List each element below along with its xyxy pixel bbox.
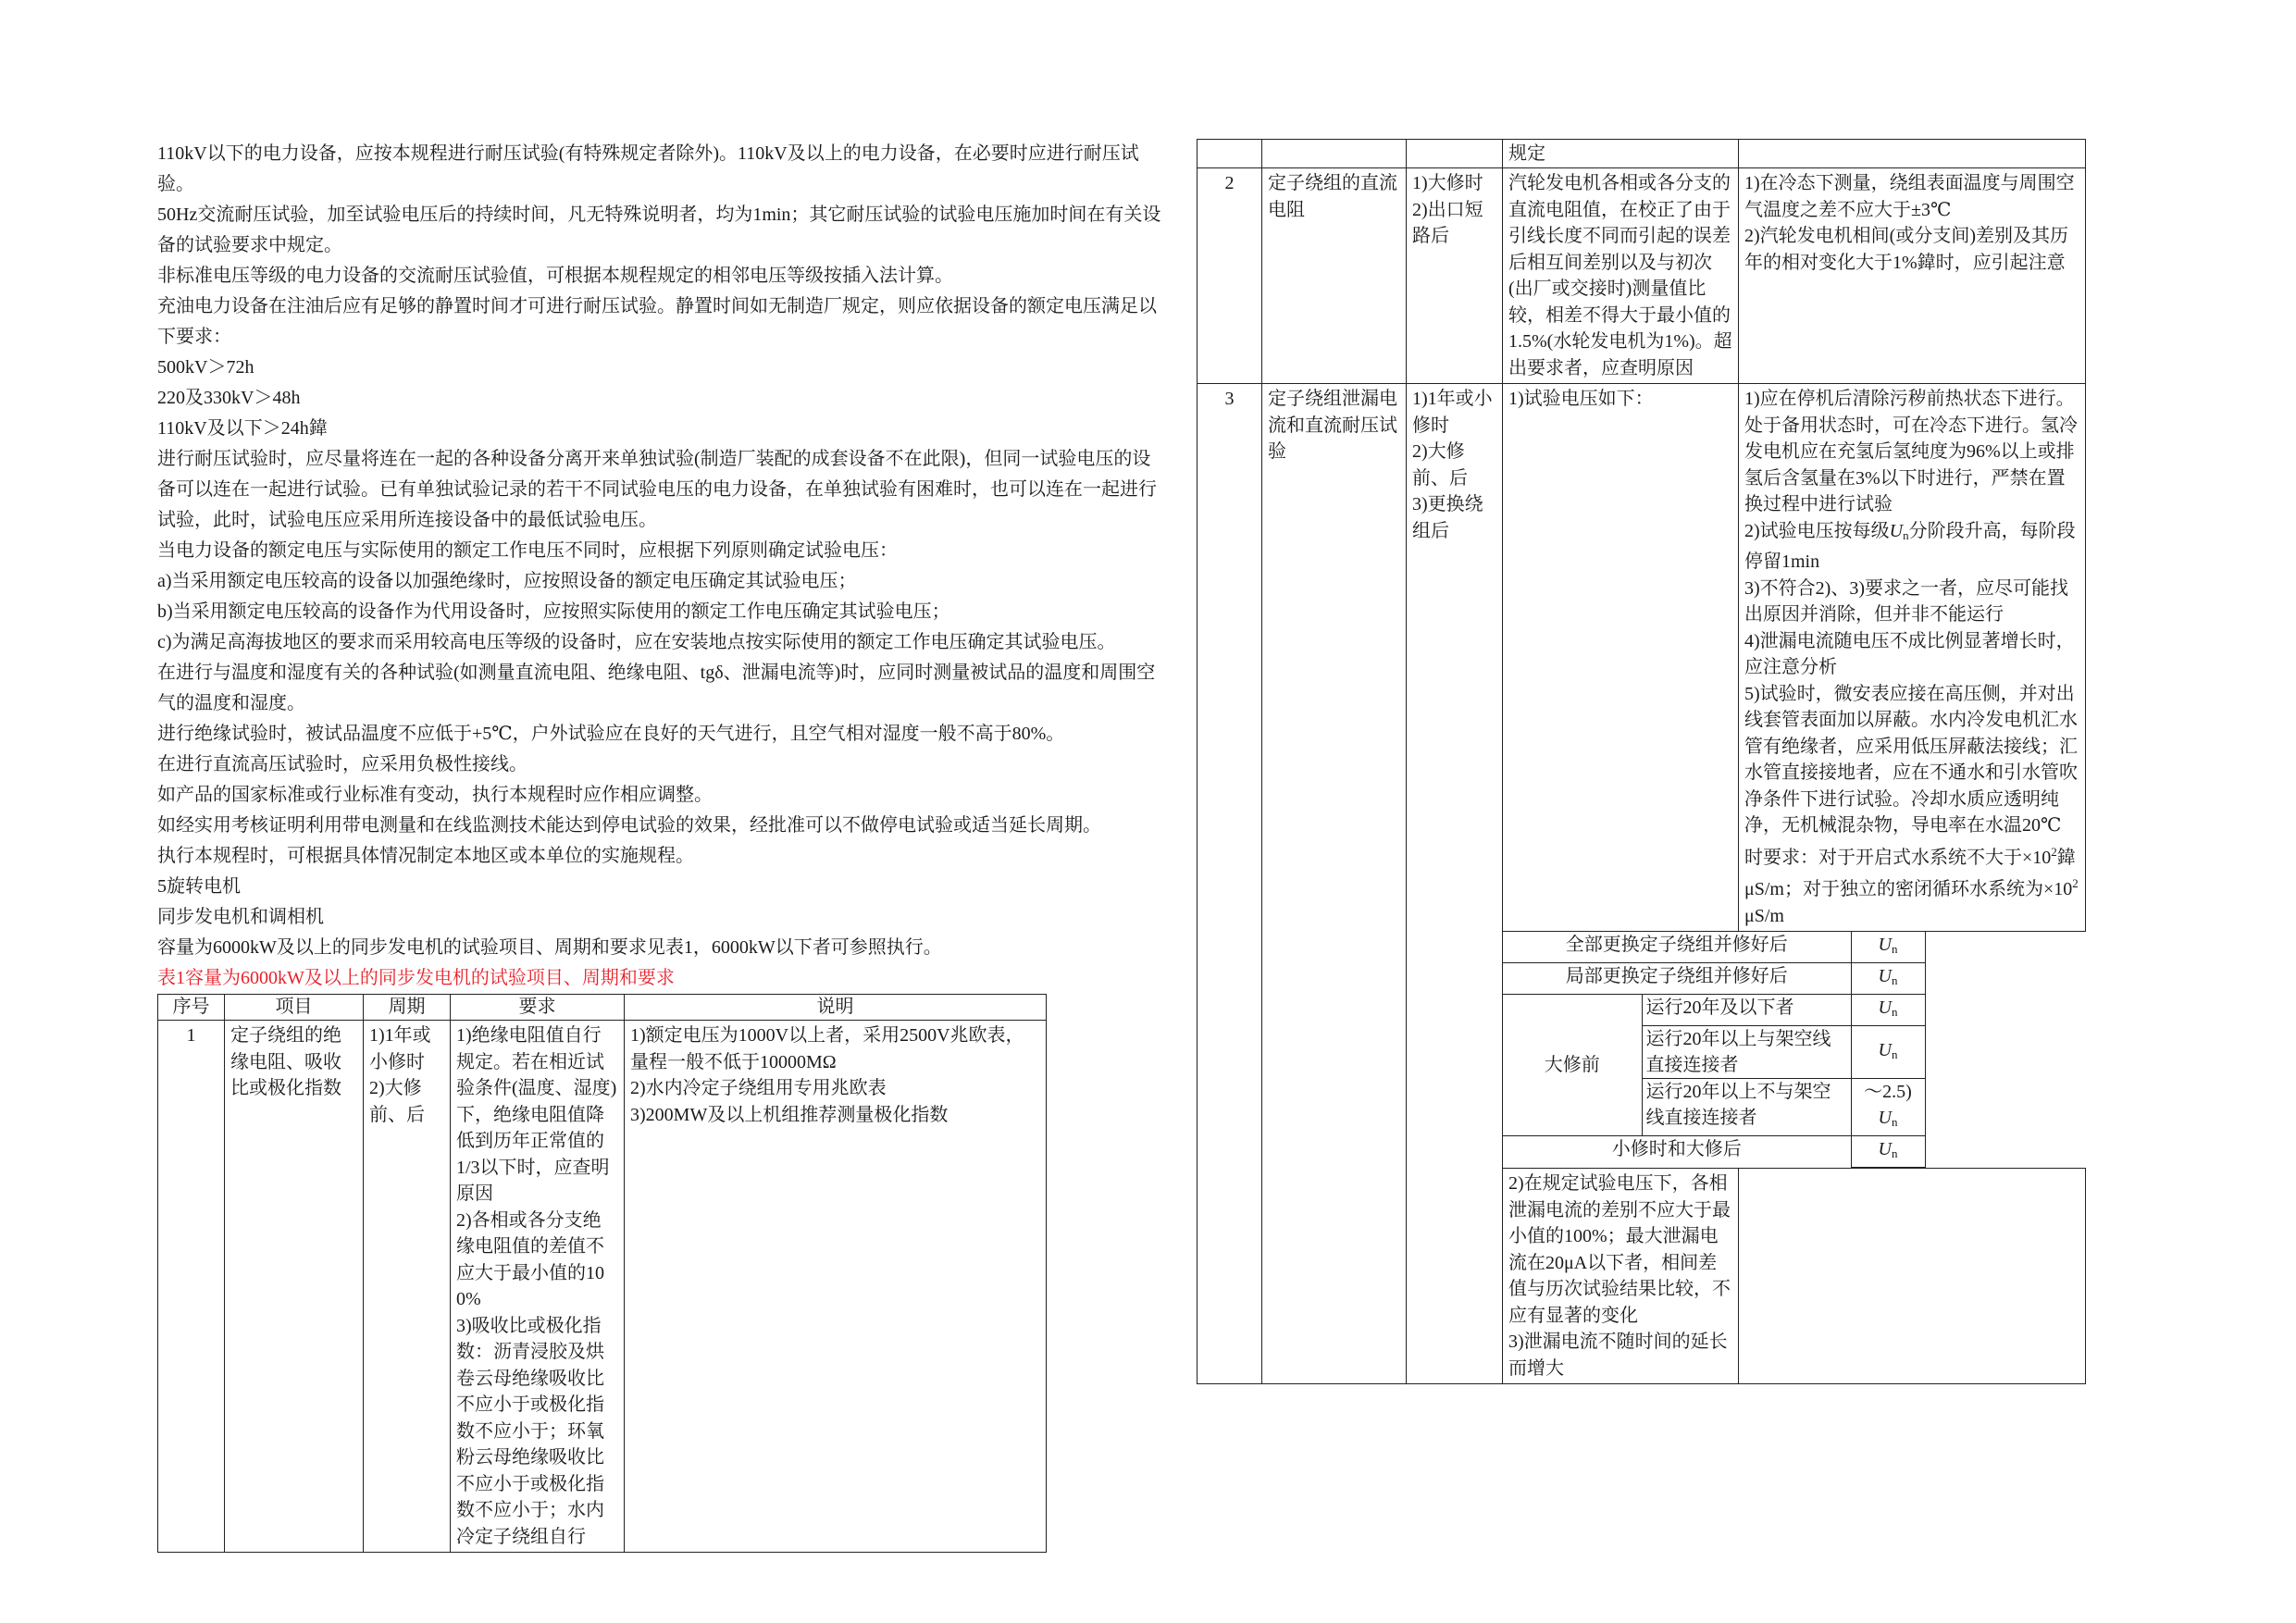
empty-cell xyxy=(1262,140,1407,168)
table-row xyxy=(1198,140,2086,168)
symbol-u: U xyxy=(1878,1039,1892,1060)
empty-cell xyxy=(1925,995,2086,1026)
note: 1)在冷态下测量，绕组表面温度与周围空气温度之差不应大于±3℃ 2)汽轮发电机相间(或分支间)差别及其历年的相对变化大于1%鍏时，应引起注意 xyxy=(1739,168,2086,384)
left-page xyxy=(157,139,1161,1553)
table-header-row xyxy=(158,995,1047,1021)
table-row xyxy=(158,1021,1047,1553)
empty-cell xyxy=(1925,1026,2086,1079)
row-number: 3 xyxy=(1198,384,1262,1384)
voltage-condition: 运行20年以上不与架空线直接连接者 xyxy=(1642,1079,1851,1136)
right-page xyxy=(1197,139,2085,1384)
voltage-value xyxy=(1851,963,1925,995)
voltage-condition: 小修时和大修后 xyxy=(1503,1136,1851,1168)
subsection-heading: 同步发电机和调相机 xyxy=(157,907,324,927)
empty-cell xyxy=(1925,963,2086,995)
voltage-condition: 全部更换定子绕组并修好后 xyxy=(1503,932,1851,963)
superscript: 2 xyxy=(2072,876,2079,890)
section-heading: 5旋转电机 xyxy=(157,876,241,897)
voltage-value xyxy=(1851,995,1925,1026)
test-item: 定子绕组的直流电阻 xyxy=(1262,168,1407,384)
header-cell: 说明 xyxy=(625,995,1047,1021)
requirement: 1)绝缘电阻值自行规定。若在相近试验条件(温度、湿度)下，绝缘电阻值降低到历年正常值的1/3以下时，应查明原因 2)各相或各分支绝缘电阻值的差值不应大于最小值的100% 3)吸收比或极化指数：沥青浸胶及烘卷云母绝缘吸收比不应小于或极化指数不应小于；环氧粉云母绝缘吸收比不应小于或极化指数不应小于；水内冷定子绕组自行 xyxy=(451,1021,625,1553)
symbol-u: U xyxy=(1878,935,1892,955)
table-caption: 表1容量为6000kW及以上的同步发电机的试验项目、周期和要求 xyxy=(157,968,675,988)
note-text: 2)试验电压按每级 xyxy=(1744,520,1890,541)
empty-cell xyxy=(1198,140,1262,168)
header-cell: 项目 xyxy=(225,995,364,1021)
test-period: 1)大修时 2)出口短路后 xyxy=(1407,168,1503,384)
symbol-u: U xyxy=(1889,520,1904,541)
test-period: 1)1年或小修时 2)大修前、后 xyxy=(364,1021,451,1553)
subscript: n xyxy=(1891,942,1898,956)
symbol-u: U xyxy=(1878,1108,1892,1128)
voltage-condition: 运行20年以上与架空线直接连接者 xyxy=(1642,1026,1851,1079)
voltage-value xyxy=(1851,1079,1925,1136)
paragraph: 220及330kV＞48h xyxy=(157,388,301,408)
subscript: n xyxy=(1903,527,1909,542)
paragraph: 50Hz交流耐压试验，加至试验电压后的持续时间，凡无特殊说明者，均为1min；其它耐压试验的试验电压施加时间在有关设备的试验要求中规定。 xyxy=(157,204,1161,255)
paragraph: 在进行直流高压试验时，应采用负极性接线。 xyxy=(157,754,527,774)
paragraph: 进行绝缘试验时，被试品温度不应低于+5℃，户外试验应在良好的天气进行，且空气相对湿度一般不高于80%。 xyxy=(157,724,1065,744)
requirement: 2)在规定试验电压下，各相泄漏电流的差别不应大于最小值的100%；最大泄漏电流在20μA以下者，相间差值与历次试验结果比较，不应有显著的变化 3)泄漏电流不随时间的延长而增大 xyxy=(1503,1169,1739,1384)
voltage-table xyxy=(1503,932,2086,1168)
requirement: 1)试验电压如下： xyxy=(1503,384,1739,932)
empty-cell xyxy=(1925,1136,2086,1168)
voltage-value xyxy=(1851,932,1925,963)
note-text: 3)不符合2)、3)要求之一者，应尽可能找出原因并消除，但并非不能运行 xyxy=(1744,577,2068,625)
voltage-table-cell xyxy=(1503,932,2086,1169)
paragraph: 充油电力设备在注油后应有足够的静置时间才可进行耐压试验。静置时间如无制造厂规定，则应依据设备的额定电压满足以下要求： xyxy=(157,296,1157,347)
body-text xyxy=(157,139,1161,994)
table-1-continued xyxy=(1197,139,2086,1384)
note-text: μS/m xyxy=(1744,905,1784,926)
paragraph: 容量为6000kW及以上的同步发电机的试验项目、周期和要求见表1，6000kW以下者可参照执行。 xyxy=(157,937,942,958)
row-number: 2 xyxy=(1198,168,1262,384)
paragraph: 非标准电压等级的电力设备的交流耐压试验值，可根据本规程规定的相邻电压等级按插入法计算。 xyxy=(157,266,953,286)
subscript: n xyxy=(1891,1146,1898,1160)
note-text: 5)试验时，微安表应接在高压侧，并对出线套管表面加以屏蔽。水内冷发电机汇水管有绝缘者，应采用低压屏蔽法接线；汇水管直接接地者，应在不通水和引水管吹净条件下进行试验。冷却水质应透明纯净，无机械混杂物，导电率在水温20℃时要求：对于开启式水系统不大于×10 xyxy=(1744,683,2078,868)
empty-cell xyxy=(1407,140,1503,168)
header-cell: 序号 xyxy=(158,995,225,1021)
test-item: 定子绕组泄漏电流和直流耐压试验 xyxy=(1262,384,1407,1384)
paragraph: 500kV＞72h xyxy=(157,357,254,378)
paragraph: c)为满足高海拔地区的要求而采用较高电压等级的设备时，应在安装地点按实际使用的额定工作电压确定其试验电压。 xyxy=(157,632,1116,652)
voltage-value xyxy=(1851,1136,1925,1168)
paragraph: 如产品的国家标准或行业标准有变动，执行本规程时应作相应调整。 xyxy=(157,785,713,805)
header-cell: 周期 xyxy=(364,995,451,1021)
test-period: 1)1年或小修时 2)大修前、后 3)更换绕组后 xyxy=(1407,384,1503,1384)
note-text: 1)应在停机后清除污秽前热状态下进行。处于备用状态时，可在冷态下进行。氢冷发电机应在充氢后氢纯度为96%以上或排氢后含氢量在3%以下时进行，严禁在置换过程中进行试验 xyxy=(1744,389,2078,514)
paragraph: b)当采用额定电压较高的设备作为代用设备时，应按照实际使用的额定工作电压确定其试验电压； xyxy=(157,601,950,622)
paragraph: 在进行与温度和湿度有关的各种试验(如测量直流电阻、绝缘电阻、tgδ、泄漏电流等)时，应同时测量被试品的温度和周围空气的温度和湿度。 xyxy=(157,663,1156,713)
subscript: n xyxy=(1891,1047,1898,1061)
symbol-u: U xyxy=(1878,1139,1892,1159)
table-row xyxy=(1198,168,2086,384)
voltage-value xyxy=(1851,1026,1925,1079)
superscript: 2 xyxy=(2051,844,2057,859)
subscript: n xyxy=(1891,1115,1898,1129)
header-cell: 要求 xyxy=(451,995,625,1021)
subscript: n xyxy=(1891,1005,1898,1019)
paragraph: 110kV以下的电力设备，应按本规程进行耐压试验(有特殊规定者除外)。110kV及以上的电力设备，在必要时应进行耐压试验。 xyxy=(157,143,1139,194)
row-number: 1 xyxy=(158,1021,225,1553)
symbol-u: U xyxy=(1878,997,1892,1018)
voltage-condition: 局部更换定子绕组并修好后 xyxy=(1503,963,1851,995)
table-1 xyxy=(157,994,1047,1553)
empty-cell xyxy=(1739,1169,2086,1384)
paragraph: 当电力设备的额定电压与实际使用的额定工作电压不同时，应根据下列原则确定试验电压： xyxy=(157,540,898,561)
test-item: 定子绕组的绝缘电阻、吸收比或极化指数 xyxy=(225,1021,364,1553)
paragraph: 如经实用考核证明利用带电测量和在线监测技术能达到停电试验的效果，经批准可以不做停电试验或适当延长周期。 xyxy=(157,815,1101,836)
empty-cell xyxy=(1925,932,2086,963)
table-row xyxy=(1198,384,2086,932)
paragraph: a)当采用额定电压较高的设备以加强绝缘时，应按照设备的额定电压确定其试验电压； xyxy=(157,571,857,591)
empty-cell xyxy=(1925,1079,2086,1136)
symbol-u: U xyxy=(1878,966,1892,986)
note xyxy=(1739,384,2086,932)
subscript: n xyxy=(1891,973,1898,987)
note-text: 分阶段升高，每阶段停留1min xyxy=(1744,520,2076,572)
paragraph: 进行耐压试验时，应尽量将连在一起的各种设备分离开来单独试验(制造厂装配的成套设备不在此限)，但同一试验电压的设备可以连在一起进行试验。已有单独试验记录的若干不同试验电压的电力设备，在单独试验有困难时，也可以连在一起进行试验，此时，试验电压应采用所连接设备中的最低试验电压。 xyxy=(157,449,1157,530)
voltage-value-text: ～2.5) xyxy=(1864,1082,1912,1102)
voltage-condition: 运行20年及以下者 xyxy=(1642,995,1851,1026)
requirement: 规定 xyxy=(1503,140,1739,168)
paragraph: 110kV及以下＞24h鍏 xyxy=(157,418,328,439)
note: 1)额定电压为1000V以上者，采用2500V兆欧表，量程一般不低于10000MΩ 2)水内冷定子绕组用专用兆欧表 3)200MW及以上机组推荐测量极化指数 xyxy=(625,1021,1047,1553)
paragraph: 执行本规程时，可根据具体情况制定本地区或本单位的实施规程。 xyxy=(157,846,694,866)
note-text: 鍏μS/m；对于独立的密闭循环水系统为×10 xyxy=(1744,847,2076,899)
note-text: 4)泄漏电流随电压不成比例显著增长时，应注意分析 xyxy=(1744,630,2075,677)
requirement: 汽轮发电机各相或各分支的直流电阻值，在校正了由于引线长度不同而引起的误差后相互间差别以及与初次(出厂或交接时)测量值比较，相差不得大于最小值的1.5%(水轮发电机为1%)。超出要求者，应查明原因 xyxy=(1503,168,1739,384)
empty-cell xyxy=(1739,140,2086,168)
voltage-condition: 大修前 xyxy=(1503,995,1642,1136)
